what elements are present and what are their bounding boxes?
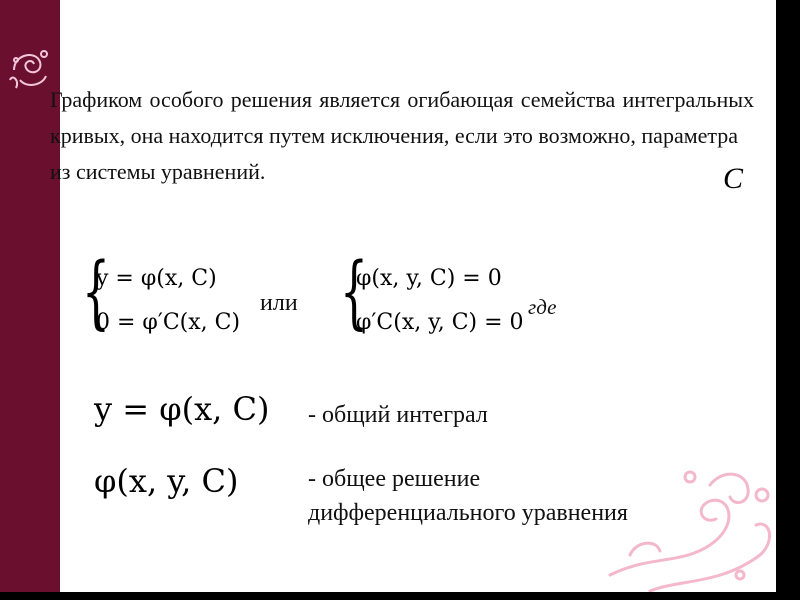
- system1-eq1: y = φ(x, C): [96, 266, 217, 291]
- right-frame: [776, 0, 800, 600]
- general-solution-formula: φ(x, y, C): [94, 462, 239, 500]
- bottom-frame: [0, 592, 800, 600]
- general-solution-label: [308, 462, 628, 530]
- body-paragraph: [50, 82, 754, 190]
- floral-swirl-icon: [6, 40, 54, 96]
- system2-eq1: φ(x, y, C) = 0: [356, 266, 502, 291]
- equation-system-1: [82, 245, 242, 348]
- general-solution-line2: дифференциального уравнения: [308, 500, 628, 526]
- system1-eq2: 0 = φ′C(x, C): [96, 310, 241, 335]
- left-brace: {: [340, 245, 368, 338]
- general-solution-line1: - общее решение: [308, 466, 481, 492]
- where-word: где: [528, 295, 557, 319]
- left-brace: {: [82, 245, 110, 338]
- or-connector: или: [260, 290, 298, 316]
- general-integral-formula: y = φ(x, C): [94, 390, 270, 428]
- system2-eq2: φ′C(x, y, C) = 0: [356, 310, 524, 335]
- parameter-symbol: C: [723, 162, 744, 195]
- paragraph-end: из системы уравнений.: [50, 159, 266, 184]
- general-integral-label: - общий интеграл: [308, 402, 488, 428]
- floral-swirl-icon: [590, 455, 780, 595]
- equation-system-2: [340, 245, 530, 348]
- paragraph-text: Графиком особого решения является огибающая семейства интегральных кривых, она находится путем исключения, если это возможно, параметра: [50, 87, 754, 148]
